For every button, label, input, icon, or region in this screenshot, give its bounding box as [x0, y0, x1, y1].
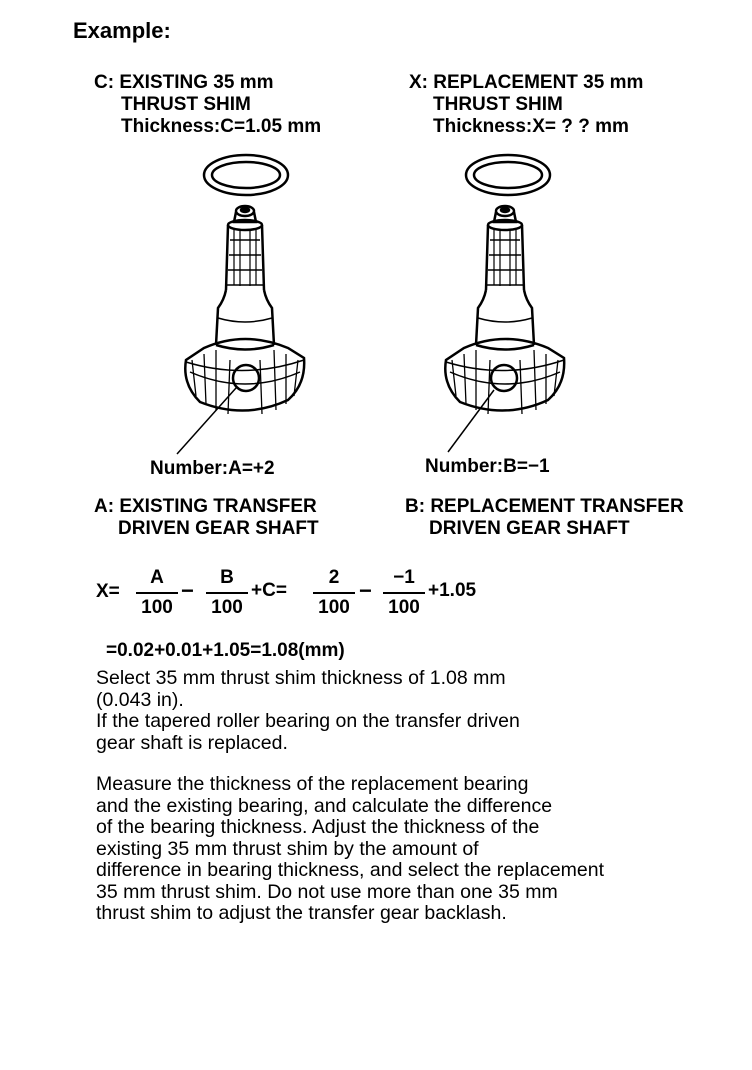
formula-result: =0.02+0.01+1.05=1.08(mm) — [106, 640, 345, 661]
fraction-numerator: B — [220, 567, 234, 588]
replacement-shaft-line2: DRIVEN GEAR SHAFT — [429, 518, 630, 539]
number-a-label: Number:A=+2 — [150, 458, 275, 479]
fraction-bar — [136, 592, 178, 594]
fraction-numerator: 2 — [328, 567, 340, 588]
fraction-denominator: 100 — [388, 597, 420, 618]
number-b-label: Number:B=−1 — [425, 456, 550, 477]
replacement-shim-line3: Thickness:X= ? ? mm — [433, 116, 629, 137]
existing-shim-line1: C: EXISTING 35 mm — [94, 72, 274, 93]
existing-shaft-label — [94, 496, 319, 540]
fraction-bar — [383, 592, 425, 594]
paragraph-line: If the tapered roller bearing on the transfer driven — [96, 710, 520, 732]
formula-x-equals: X= — [96, 581, 120, 602]
replacement-shaft-label — [405, 496, 684, 540]
formula-plus-value: +1.05 — [428, 580, 477, 601]
fraction-denominator: 100 — [141, 597, 173, 618]
replacement-gear-shaft-drawing — [445, 206, 564, 414]
fraction-denominator: 100 — [318, 597, 350, 618]
fraction-denominator: 100 — [211, 597, 243, 618]
fraction-bar — [313, 592, 355, 594]
paragraph-line: thrust shim to adjust the transfer gear backlash. — [96, 902, 507, 924]
existing-shim-line3: Thickness:C=1.05 mm — [121, 116, 322, 137]
paragraph-line: gear shaft is replaced. — [96, 731, 288, 754]
replacement-shim-line2: THRUST SHIM — [433, 94, 563, 115]
existing-shaft-line2: DRIVEN GEAR SHAFT — [118, 518, 319, 539]
fraction-a-over-100 — [136, 567, 178, 619]
replacement-thrust-shim-drawing — [466, 155, 550, 195]
paragraph-line: and the existing bearing, and calculate the difference — [96, 794, 553, 817]
paragraph-line: Measure the thickness of the replacement bearing — [96, 773, 529, 795]
fraction-minus1-over-100 — [383, 567, 425, 619]
fraction-2-over-100 — [313, 567, 355, 619]
example-heading: Example: — [73, 18, 171, 43]
paragraph-line: (0.043 in). — [96, 688, 184, 711]
paragraph-line: Select 35 mm thrust shim thickness of 1.08 mm — [96, 667, 506, 689]
replacement-shim-line1: X: REPLACEMENT 35 mm — [409, 72, 644, 93]
existing-shim-line2: THRUST SHIM — [121, 94, 251, 115]
paragraph-measure-bearing — [96, 774, 604, 925]
fraction-bar — [206, 592, 248, 594]
paragraph-line: of the bearing thickness. Adjust the thickness of the — [96, 816, 540, 838]
formula-plus-c-equals: +C= — [251, 580, 287, 601]
replacement-shaft-line1: B: REPLACEMENT TRANSFER — [405, 496, 684, 517]
fraction-b-over-100 — [206, 567, 248, 619]
formula-minus-sign: − — [181, 578, 194, 603]
fraction-numerator: −1 — [393, 567, 415, 588]
existing-shaft-line1: A: EXISTING TRANSFER — [94, 496, 317, 517]
formula-minus-sign: − — [359, 578, 372, 603]
paragraph-line: 35 mm thrust shim. Do not use more than one 35 mm — [96, 880, 558, 903]
paragraph-line: existing 35 mm thrust shim by the amount of — [96, 837, 479, 860]
number-b-leader-line — [448, 390, 494, 452]
fraction-numerator: A — [150, 567, 164, 588]
paragraph-line: difference in bearing thickness, and select the replacement — [96, 859, 605, 881]
paragraph-select-shim — [96, 668, 520, 754]
